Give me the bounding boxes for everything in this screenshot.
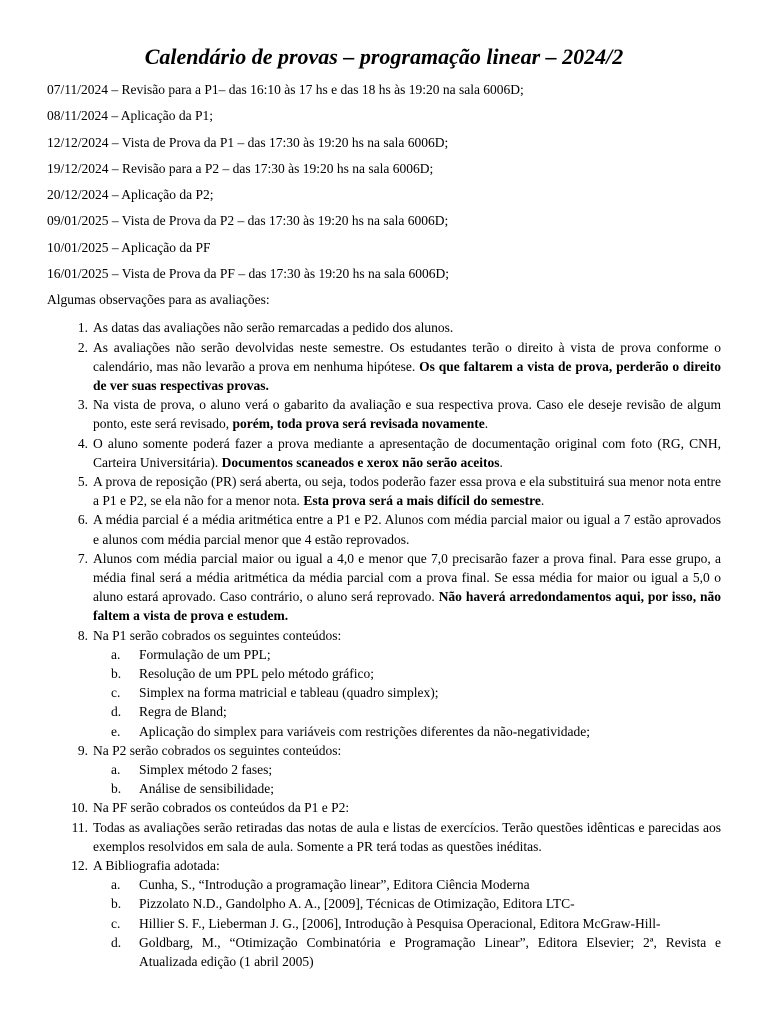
item-number: 9. <box>77 742 88 758</box>
sub-item-text: Cunha, S., “Introdução a programação linear”, Editora Ciência Moderna <box>139 877 530 893</box>
sub-list <box>93 760 721 798</box>
list-item <box>47 856 721 971</box>
bibliography-item <box>93 933 721 971</box>
item-number: 12. <box>71 858 88 874</box>
list-item <box>47 798 721 817</box>
list-item <box>47 395 721 433</box>
item-text-after: . <box>540 493 545 509</box>
sub-item-letter: a. <box>111 877 121 893</box>
observations-list <box>47 318 721 971</box>
item-number: 6. <box>77 512 88 528</box>
item-text: Na PF serão cobrados os conteúdos da P1 e P2: <box>93 800 350 816</box>
schedule-item: 10/01/2025 – Aplicação da PF <box>47 239 211 255</box>
sub-list-item <box>93 683 721 702</box>
sub-list-item <box>93 760 721 779</box>
sub-item-letter: d. <box>111 934 122 950</box>
sub-item-letter: e. <box>111 723 121 739</box>
bibliography-list <box>93 875 721 971</box>
sub-item-text: Hillier S. F., Lieberman J. G., [2006], Introdução à Pesquisa Operacional, Editora McGraw-Hill- <box>139 915 661 931</box>
sub-item-letter: c. <box>111 915 121 931</box>
schedule-item: 09/01/2025 – Vista de Prova da P2 – das 17:30 às 19:20 hs na sala 6006D; <box>47 213 449 229</box>
item-text: As avaliações não serão devolvidas neste semestre. Os estudantes terão o direito à vista de prova conforme o calendário, mas não levarão a prova em nenhuma hipótese. <box>93 339 721 374</box>
item-text: As datas das avaliações não serão remarcadas a pedido dos alunos. <box>93 320 454 336</box>
schedule-item: 12/12/2024 – Vista de Prova da P1 – das 17:30 às 19:20 hs na sala 6006D; <box>47 134 449 150</box>
bibliography-item <box>93 914 721 933</box>
schedule-item: 19/12/2024 – Revisão para a P2 – das 17:30 às 19:20 hs na sala 6006D; <box>47 160 434 176</box>
item-bold-text: porém, toda prova será revisada novamente <box>232 416 485 432</box>
item-text: Na P1 serão cobrados os seguintes conteúdos: <box>93 627 342 643</box>
schedule-item: 07/11/2024 – Revisão para a P1– das 16:10 às 17 hs e das 18 hs às 19:20 na sala 6006D; <box>47 82 524 97</box>
item-text-after: . <box>499 454 503 470</box>
schedule-item: 08/11/2024 – Aplicação da P1; <box>47 108 213 124</box>
item-bold-text: Não haverá arredondamentos aqui, por isso, não faltem a vista de prova e estudem. <box>93 589 722 624</box>
list-item <box>47 549 721 626</box>
schedule-item: 20/12/2024 – Aplicação da P2; <box>47 187 214 203</box>
item-text-after: . <box>484 416 489 432</box>
sub-item-letter: b. <box>111 666 122 682</box>
item-number: 10. <box>71 800 88 816</box>
item-text: A prova de reposição (PR) será aberta, ou seja, todos poderão fazer essa prova e ela substituirá sua menor nota entre a P1 e P2, se ela não for a menor nota. <box>93 474 721 509</box>
sub-item-letter: c. <box>111 685 121 701</box>
sub-item-text: Goldbarg, M., “Otimização Combinatória e Programação Linear”, Editora Elsevier; 2ª, Revista e Atualizada edição (1 abril 2005) <box>139 934 721 970</box>
item-number: 3. <box>77 397 88 413</box>
list-item <box>47 626 721 741</box>
bibliography-item <box>93 894 721 913</box>
sub-item-text: Regra de Bland; <box>139 704 227 720</box>
sub-item-letter: d. <box>111 704 122 720</box>
list-item <box>47 510 721 548</box>
sub-item-letter: a. <box>111 762 121 778</box>
sub-item-text: Simplex método 2 fases; <box>139 762 273 778</box>
observations-intro: Algumas observações para as avaliações: <box>47 292 270 308</box>
sub-list-item <box>93 664 721 683</box>
item-text: A Bibliografia adotada: <box>93 858 220 874</box>
sub-list-item <box>93 645 721 664</box>
schedule-item: 16/01/2025 – Vista de Prova da PF – das 17:30 às 19:20 hs na sala 6006D; <box>47 266 450 282</box>
item-number: 2. <box>77 339 88 355</box>
item-text: Alunos com média parcial maior ou igual a 4,0 e menor que 7,0 precisarão fazer a prova final. Para esse grupo, a média final será a média aritmética da média parcial com a prova final. Se essa média for maior ou igual a 5,0 o aluno estará aprovado. Caso contrário, o aluno será reprovado. <box>93 550 721 605</box>
item-number: 5. <box>77 474 88 489</box>
list-item <box>47 818 721 856</box>
list-item <box>47 318 721 337</box>
item-text: Na P2 serão cobrados os seguintes conteúdos: <box>93 742 342 758</box>
sub-item-letter: b. <box>111 781 122 797</box>
list-item <box>47 741 721 799</box>
item-bold-text: Documentos scaneados e xerox não serão aceitos <box>221 454 500 470</box>
item-number: 7. <box>77 550 88 566</box>
item-bold-text: Os que faltarem a vista de prova, perderão o direito de ver suas respectivas provas. <box>93 358 721 393</box>
sub-item-text: Formulação de um PPL; <box>139 646 271 662</box>
list-item <box>47 338 721 396</box>
list-item <box>47 434 721 472</box>
sub-item-text: Aplicação do simplex para variáveis com restrições diferentes da não-negatividade; <box>139 723 590 739</box>
schedule-list <box>47 82 721 282</box>
list-item <box>47 472 721 510</box>
item-text: A média parcial é a média aritmética entre a P1 e P2. Alunos com média parcial maior ou igual a 7 estão aprovados e alunos com média parcial menor que 4 estão reprovados. <box>93 512 721 547</box>
sub-item-text: Simplex na forma matricial e tableau (quadro simplex); <box>139 685 439 701</box>
sub-list <box>93 645 721 741</box>
item-number: 1. <box>77 320 88 336</box>
item-number: 8. <box>77 627 88 643</box>
item-bold-text: Esta prova será a mais difícil do semestre <box>303 493 541 509</box>
sub-item-text: Análise de sensibilidade; <box>139 781 274 797</box>
item-number: 11. <box>71 819 88 835</box>
sub-item-letter: a. <box>111 646 121 662</box>
sub-item-text: Pizzolato N.D., Gandolpho A. A., [2009], Técnicas de Otimização, Editora LTC- <box>139 896 575 912</box>
bibliography-item <box>93 875 721 894</box>
page-title: Calendário de provas – programação linear – 2024/2 <box>144 44 624 69</box>
item-number: 4. <box>77 435 88 451</box>
item-text: Na vista de prova, o aluno verá o gabarito da avaliação e sua respectiva prova. Caso ele deseje revisão de algum ponto, este será revisado, <box>93 397 721 432</box>
sub-list-item <box>93 779 721 798</box>
sub-item-letter: b. <box>111 896 122 912</box>
sub-list-item <box>93 702 721 721</box>
sub-list-item <box>93 722 721 741</box>
sub-item-text: Resolução de um PPL pelo método gráfico; <box>139 666 374 682</box>
item-text: Todas as avaliações serão retiradas das notas de aula e listas de exercícios. Terão questões idênticas e parecidas aos exemplos resolvidos em sala de aula. Somente a PR terá todas as questões inéditas. <box>93 819 721 854</box>
item-text: O aluno somente poderá fazer a prova mediante a apresentação de documentação original com foto (RG, CNH, Carteira Universitária). <box>93 435 721 470</box>
